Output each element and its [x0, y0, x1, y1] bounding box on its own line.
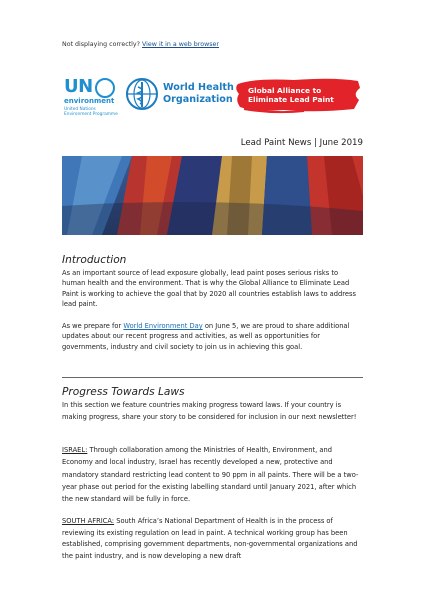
progress-intro-paragraph: In this section we feature countries making progress toward laws. If your country is making progress, share your story to be considered for inclusion in our next newsletter! [62, 401, 357, 421]
view-in-browser-link[interactable]: View it in a web browser [142, 41, 219, 48]
who-name [163, 82, 234, 106]
paint-brushes-banner-image [62, 156, 363, 235]
un-globe-icon [95, 78, 115, 98]
gaelp-logo [234, 76, 362, 114]
intro-paragraph-1: As an important source of lead exposure globally, lead paint poses serious risks to human health and the environment. That is why the Global Alliance to Eliminate Lead Paint is working to achieve the goal that by 2020 all countries establish laws to address lead paint. [62, 269, 356, 308]
south-africa-text: South Africa’s National Department of Health is in the process of reviewing its existing regulation on lead in paint. A technical working group has been established, comprising government departments, non-governmental organizations and the paint industry, and is now developing a new draft [62, 517, 358, 560]
introduction-heading: Introduction [62, 254, 127, 266]
progress-heading: Progress Towards Laws [62, 386, 185, 398]
world-environment-day-link[interactable]: World Environment Day [123, 322, 203, 330]
gaelp-name-line2: Eliminate Lead Paint [248, 95, 334, 104]
who-emblem-icon [125, 77, 159, 111]
intro-p2-before: As we prepare for [62, 322, 124, 330]
gaelp-name [248, 86, 334, 104]
notice-text: Not displaying correctly? [62, 41, 140, 48]
who-name-line2: Organization [163, 94, 233, 105]
browser-view-notice [62, 41, 219, 48]
israel-paragraph [62, 444, 363, 505]
who-logo [125, 76, 234, 116]
south-africa-tag: SOUTH AFRICA: [62, 517, 115, 525]
intro-p2-after: on June 5, we are proud to share additional updates about our recent progress and activities, as well as opportunities for governments, industry and civil society to join us in achieving this goal. [62, 322, 350, 351]
israel-tag: ISRAEL: [62, 446, 88, 454]
section-divider [62, 377, 363, 378]
south-africa-paragraph [62, 516, 363, 562]
israel-text: Through collaboration among the Ministries of Health, Environment, and Economy and local industry, Israel has recently developed a new, protective and mandatory standard restricting lead content to 90 ppm in all paints. There will be a two-year phase out period for the existing labelling standard until January 2021, after which the new standard will be fully in force. [62, 446, 359, 504]
partner-logos [62, 74, 362, 122]
un-environment-logo [62, 74, 120, 120]
intro-paragraph-2 [62, 321, 363, 352]
who-name-line1: World Health [163, 82, 234, 93]
un-logo-text: UN [64, 76, 93, 97]
gaelp-name-line1: Global Alliance to [248, 86, 322, 95]
newsletter-issue-label: Lead Paint News | June 2019 [240, 138, 363, 148]
un-programme-text: United Nations Environment Programme [64, 107, 118, 117]
un-environment-text: environment [64, 97, 115, 105]
